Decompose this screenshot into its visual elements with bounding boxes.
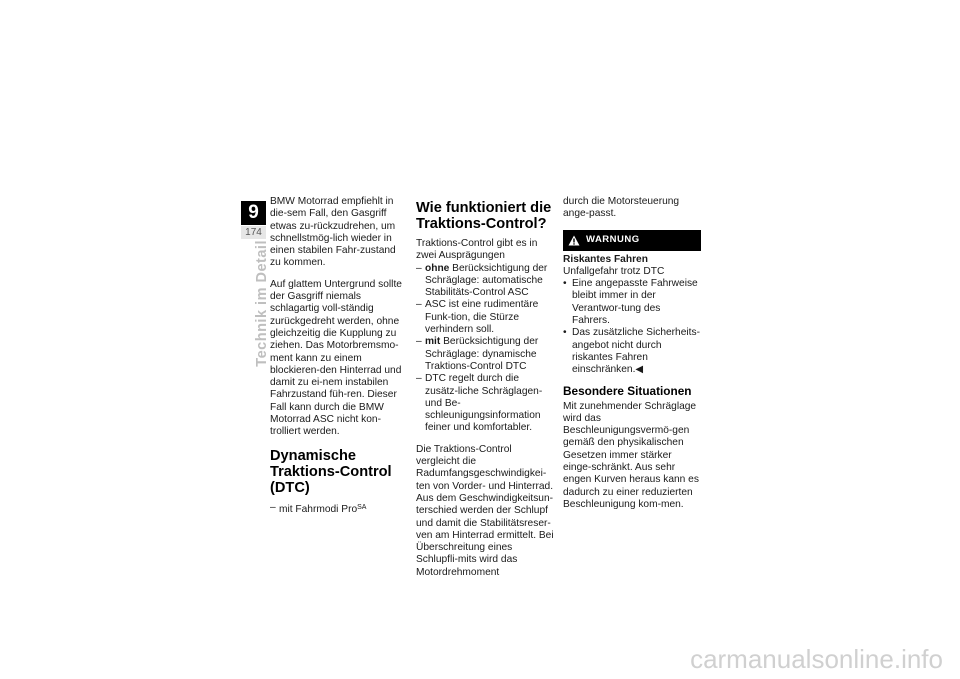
page-number: 174 <box>241 226 266 239</box>
paragraph: Auf glattem Untergrund sollte der Gasgriff niemals schlagartig voll-ständig zurückgedreht werden, ohne gleichzeitig die Kupplung zu ziehen. Das Motorbremsmo-ment kann zu einem blockieren-den Hinterrad und damit zu ei-nem instabilen Fahrzustand füh-ren. Dieser Fall kann durch die BMW Motorrad ASC nicht kon-trolliert werden. <box>270 278 402 438</box>
list-item <box>563 327 701 376</box>
list-item-text: mit Fahrmodi Pro <box>279 503 358 515</box>
column-1 <box>270 196 406 516</box>
list-item <box>416 373 554 434</box>
intro-text: Traktions-Control gibt es in zwei Ausprägungen <box>416 238 538 262</box>
column-2 <box>416 196 554 588</box>
watermark-text: carmanualsonline.info <box>690 644 943 674</box>
dash-marker: – <box>416 262 422 274</box>
list-item-text: ASC ist eine rudimentäre Funk-tion, die Stürze verhindern soll. <box>425 299 539 336</box>
list-item-emphasis: ohne <box>425 262 450 274</box>
column-3 <box>563 196 701 520</box>
list-item <box>416 336 554 373</box>
section-heading: Dynamische Traktions-Control (DTC) <box>270 447 392 496</box>
warning-triangle-icon <box>568 235 580 246</box>
list-item <box>416 299 554 336</box>
chapter-side-title: Technik im Detail <box>254 240 270 367</box>
list-item-emphasis: mit <box>425 336 441 348</box>
dash-marker: – <box>416 373 422 385</box>
warning-label: WARNUNG <box>586 233 640 245</box>
list-item-text: DTC regelt durch die zusätz-liche Schräglagen- und Be-schleunigungsinformation feiner und komfortabler. <box>425 373 543 434</box>
list-item-text: Das zusätzliche Sicherheits-angebot nicht durch riskantes Fahren einschränken.◀ <box>572 327 700 376</box>
list-item-text: Eine angepasste Fahrweise bleibt immer in der Verantwor-tung des Fahrers. <box>572 278 698 327</box>
paragraph: Mit zunehmender Schräglage wird das Beschleunigungsvermö-gen gemäß den physikalischen Gesetzen immer stärker einge-schränkt. Aus sehr engen Kurven heraus kann es dadurch zu einer reduzierten Beschleunigung kom-men. <box>563 400 699 510</box>
bullet-marker: • <box>563 327 567 339</box>
chapter-number: 9 <box>241 201 266 225</box>
paragraph: BMW Motorrad empfiehlt in die-sem Fall, den Gasgriff etwas zu-rückzudrehen, um schnellstmög-lich wieder in einen stabilen Fahr-zustand zu kommen. <box>270 196 396 269</box>
list-item-text: Berücksichtigung der Schräglage: automatische Stabilitäts-Control ASC <box>425 262 548 299</box>
warning-title: Riskantes Fahren <box>563 253 648 265</box>
section-heading: Wie funktioniert die Traktions-Control? <box>416 200 552 232</box>
paragraph: durch die Motorsteuerung ange-passt. <box>563 196 680 220</box>
list-item-text: Berücksichtigung der Schräglage: dynamische Traktions-Control DTC <box>425 336 539 372</box>
list-item <box>416 263 554 300</box>
dash-marker: – <box>416 336 422 348</box>
paragraph: Die Traktions-Control vergleicht die Radumfangsgeschwindigkei-ten von Vorder- und Hinterrad. Aus dem Geschwindigkeitsun-terschied werden der Schlupf und damit die Stabilitätsreser-ven am Hinterrad ermittelt. Bei Überschreitung eines Schlupfli-mits wird das Motordrehmoment <box>416 443 554 578</box>
warning-bar <box>563 230 701 251</box>
section-heading: Besondere Situationen <box>563 383 692 398</box>
dash-marker: – <box>270 501 276 513</box>
list-item <box>563 278 701 327</box>
list-item <box>270 502 406 516</box>
warning-subtitle: Unfallgefahr trotz DTC <box>563 265 665 277</box>
sa-superscript: SA <box>357 503 367 511</box>
bullet-marker: • <box>563 278 567 290</box>
dash-marker: – <box>416 299 422 311</box>
